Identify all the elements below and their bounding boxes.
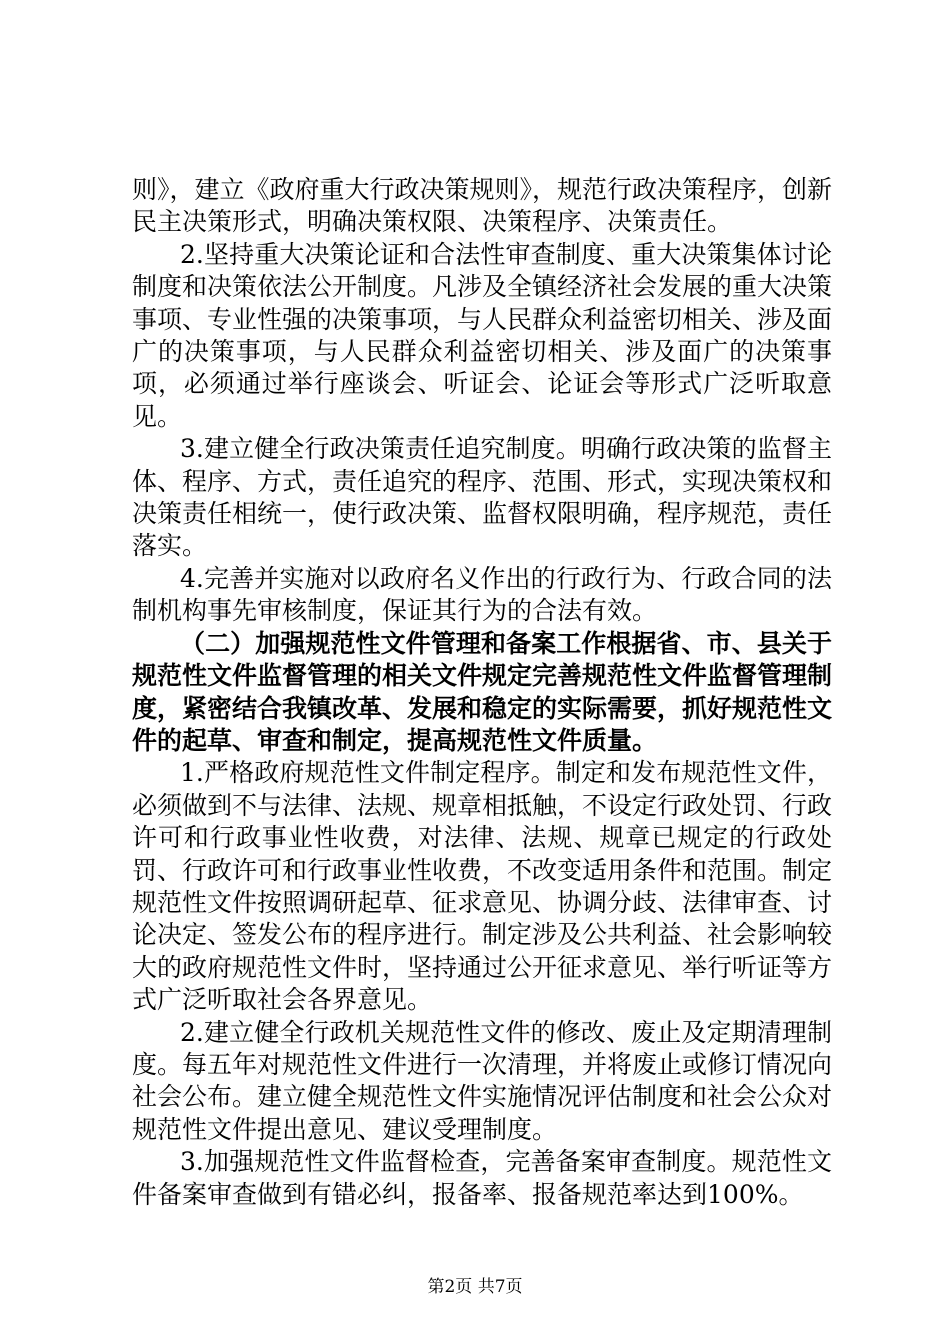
paragraph-item-3b: 3.加强规范性文件监督检查，完善备案审查制度。规范性文件备案审查做到有错必纠，报备率、报备规范率达到100%。 [132,1147,832,1209]
paragraph-item-2: 2.坚持重大决策论证和合法性审查制度、重大决策集体讨论制度和决策依法公开制度。凡涉及全镇经济社会发展的重大决策事项、专业性强的决策事项，与人民群众利益密切相关、涉及面广的决策事项，与人民群众利益密切相关、涉及面广的决策事项，必须通过举行座谈会、听证会、论证会等形式广泛听取意见。 [132,239,833,431]
paragraph-item-2b: 2.建立健全行政机关规范性文件的修改、废止及定期清理制度。每五年对规范性文件进行一次清理，并将废止或修订情况向社会公布。建立健全规范性文件实施情况评估制度和社会公众对规范性文件提出意见、建议受理制度。 [132,1017,833,1144]
paragraph-item-1: 1.严格政府规范性文件制定程序。制定和发布规范性文件，必须做到不与法律、法规、规章相抵触，不设定行政处罚、行政许可和行政事业性收费，对法律、法规、规章已规定的行政处罚、行政许可和行政事业性收费，不改变适用条件和范围。制定规范性文件按照调研起草、征求意见、协调分歧、法律审查、讨论决定、签发公布的程序进行。制定涉及公共利益、社会影响较大的政府规范性文件时，坚持通过公开征求意见、举行听证等方式广泛听取社会各界意见。 [132,758,833,1015]
body-text [132,174,832,1211]
paragraph-continuation: 则》，建立《政府重大行政决策规则》，规范行政决策程序，创新民主决策形式，明确决策权限、决策程序、决策责任。 [132,175,833,237]
paragraph-item-3: 3.建立健全行政决策责任追究制度。明确行政决策的监督主体、程序、方式，责任追究的程序、范围、形式，实现决策权和决策责任相统一，使行政决策、监督权限明确，程序规范，责任落实。 [132,434,833,561]
paragraph-item-4: 4.完善并实施对以政府名义作出的行政行为、行政合同的法制机构事先审核制度，保证其行为的合法有效。 [132,563,832,626]
page-number-footer: 第2页 共7页 [427,1277,523,1297]
section-heading: （二）加强规范性文件管理和备案工作根据省、市、县关于规范性文件监督管理的相关文件规定完善规范性文件监督管理制度，紧密结合我镇改革、发展和稳定的实际需要，抓好规范性文件的起草、审查和制定，提高规范性文件质量。 [132,628,833,755]
